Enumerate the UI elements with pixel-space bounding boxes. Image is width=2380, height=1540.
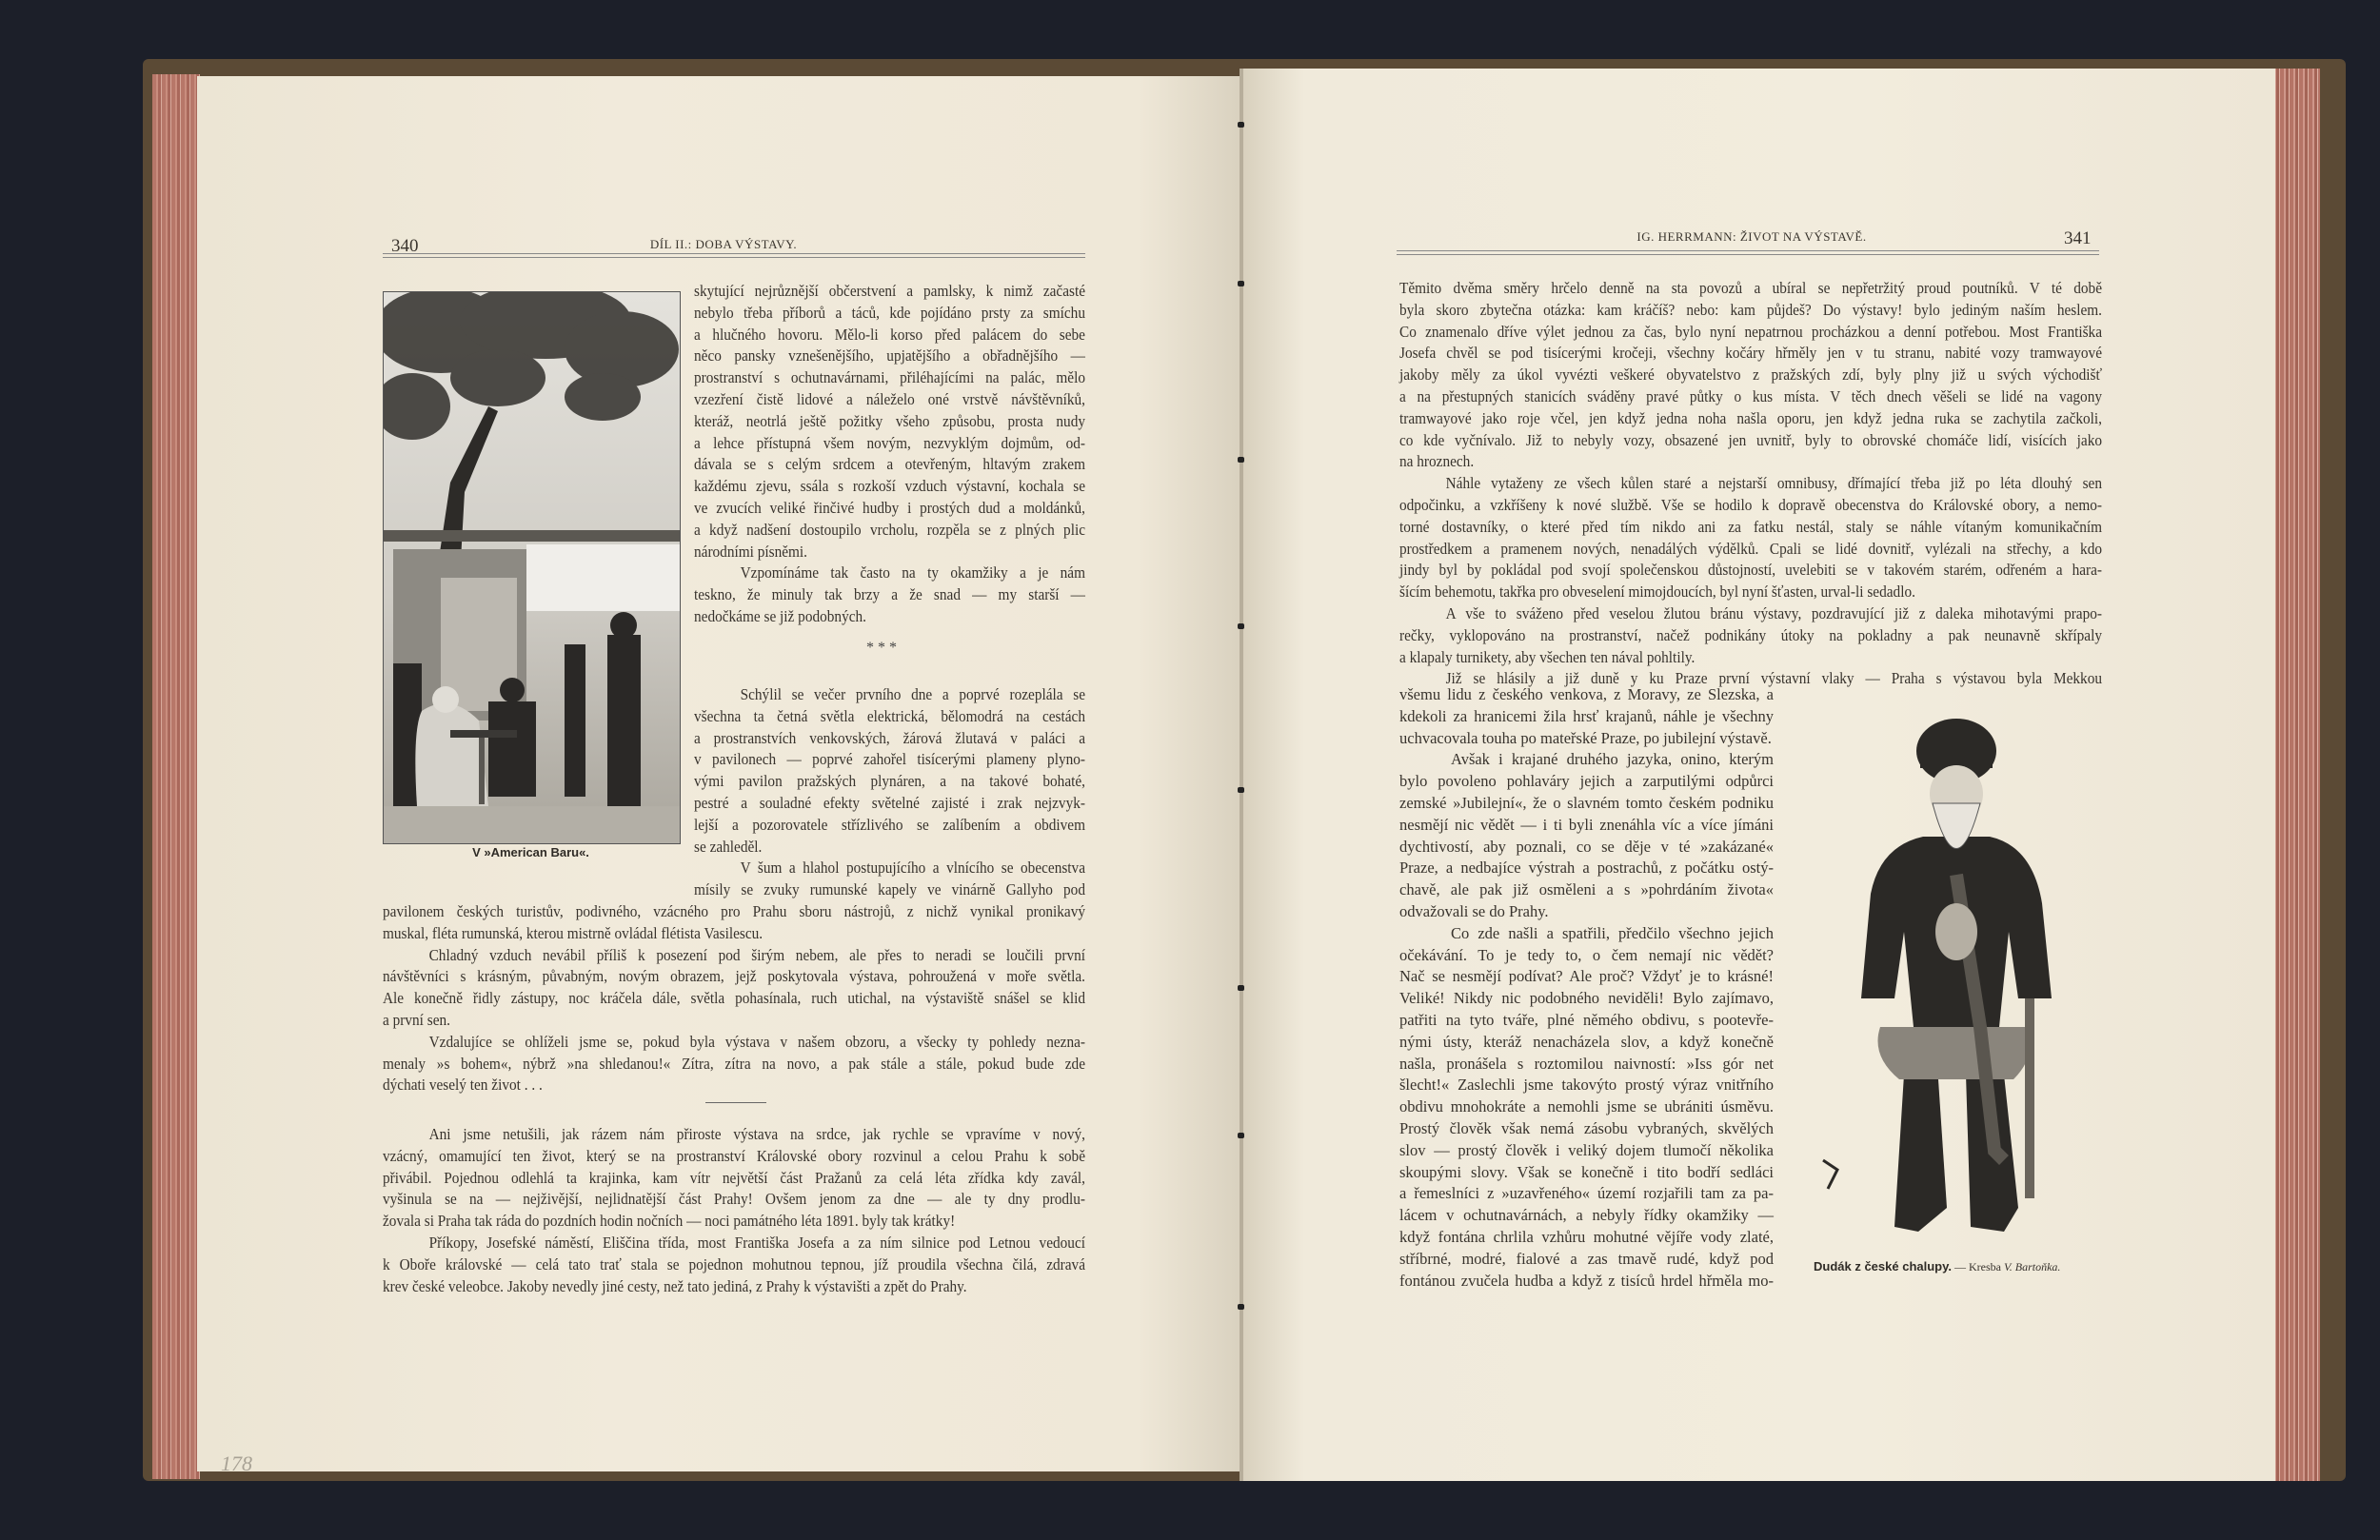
text-line [1399, 343, 2102, 365]
text-line-content: zemské »Jubilejní«, že o slavném tomto českém podniku [1399, 793, 1774, 812]
pencil-note: 178 [221, 1451, 252, 1475]
text-line [694, 520, 1085, 542]
text-line-content: bylo povoleno pohlaváry jejich a zarputilými odpůrci [1399, 772, 1774, 791]
text-line [1399, 1075, 1774, 1096]
figure-caption: V »American Baru«. [472, 845, 589, 859]
text-line-content: a řemeslníci z »uzavřeného« území rozjařili tam za pa- [1399, 1184, 1774, 1203]
binding-stitch [1238, 281, 1244, 286]
text-line-content: nesmějí nic vědět — i ti byli znenáhla víc a více jímáni [1399, 815, 1774, 834]
text-line [694, 858, 1085, 879]
text-line-content: Nač se nesmějí podívat? Ale proč? Vždyť je to krásné! [1399, 967, 1774, 986]
text-line-content: nými ústy, kteráž nenacházela slov, a když konečně [1399, 1032, 1774, 1051]
text-line-content: teskno, že minuly tak brzy a že snad — my starší — [694, 585, 1085, 604]
text-line [383, 1010, 1085, 1032]
text-line-content: Náhle vytaženy ze všech kůlen staré a nejstarší omnibusy, dřímající třeba již po léta dlouhý sen [1445, 474, 2102, 493]
text-line-content: dýchati veselý ten život . . . [383, 1076, 543, 1095]
text-line [694, 281, 1085, 303]
text-line [1399, 408, 2102, 430]
text-line [694, 303, 1085, 325]
text-line-content: Schýlil se večer prvního dne a poprvé rozeplála se [740, 685, 1085, 703]
text-line-content: jakoby měly za úkol vyvézti veškeré obyvatelstvo z pražských zdí, byly plny již u svých východišť [1399, 365, 2102, 385]
text-line [1399, 749, 1774, 771]
paragraph [383, 901, 1085, 945]
text-line [1399, 1183, 1774, 1205]
text-line-content: když fontána chrlila vzhůru mohutné vějíře vody zlaté, [1399, 1227, 1774, 1246]
text-line [383, 923, 1085, 945]
photo-american-bar [383, 291, 681, 844]
binding-stitch [1238, 1133, 1244, 1138]
section-ornament: * * * [866, 640, 897, 656]
page-number: 340 [391, 236, 419, 256]
drawing-bagpiper [1814, 713, 2087, 1244]
paragraph [383, 1233, 1085, 1297]
running-title: DÍL II.: DOBA VÝSTAVY. [649, 237, 798, 251]
text-line [694, 367, 1085, 389]
text-line [694, 728, 1085, 750]
text-line-content: fontánou zvučela hudba a když z tisíců hrdel hřměla mo- [1399, 1271, 1774, 1290]
text-line-content: Již se hlásily a již duně y ku Praze první výstavní vlaky — Praha s výstavou byla Mekkou [1445, 669, 2102, 688]
text-line [1399, 945, 1774, 967]
text-line [694, 542, 1085, 563]
text-line-content: nedočkáme se již podobných. [694, 606, 866, 625]
text-line [694, 563, 1085, 584]
text-line-content: přivábil. Pojednou odlehlá ta krajinka, kam vítr největší část Pražanů za celá léta zřídka kdy zavál, [383, 1168, 1085, 1187]
text-line [694, 325, 1085, 346]
binding-stitch [1238, 787, 1244, 793]
text-line [1399, 322, 2102, 344]
text-line [1399, 386, 2102, 408]
text-line [383, 1054, 1085, 1076]
text-line-content: a prostranstvích venkovských, žárová žlutavá v paláci a [694, 728, 1085, 747]
text-column-bottom [694, 684, 1085, 901]
text-line [383, 1254, 1085, 1276]
figure-caption-artist: V. Bartoňka. [2003, 1260, 2061, 1273]
text-line-content: k Oboře královské — celá tato trať stala se pojednon mohutnou tepnou, jíž proudila všechna čilá, zdravá [383, 1254, 1085, 1273]
binding-stitch [1238, 122, 1244, 128]
binding-stitch [1238, 457, 1244, 463]
text-line-content: Co zde našli a spatřili, předčilo všechno jejich [1451, 923, 1774, 942]
text-line-content: muskal, fléta rumunská, kterou mistrně ovládal flétista Vasilescu. [383, 923, 764, 942]
photo-illustration [384, 292, 680, 843]
header-rule [383, 253, 1085, 258]
text-line [1399, 300, 2102, 322]
text-line-content: byla skoro zbytečna otázka: kam kráčíš? nebo: kam půjdeš? Do výstavy! bylo jediným naším heslem. [1399, 300, 2102, 319]
text-line-content: patřiti na tyto tváře, plné němého obdivu, s pootevře- [1399, 1010, 1774, 1029]
text-line [1399, 517, 2102, 539]
text-line [1399, 365, 2102, 386]
text-line [1399, 1205, 1774, 1227]
text-line [1399, 923, 1774, 945]
text-line-content: Avšak i krajané druhého jazyka, onino, kterým [1451, 750, 1774, 769]
text-line [1399, 582, 2102, 603]
text-line [1399, 1032, 1774, 1054]
text-line [1399, 837, 1774, 859]
text-line [1399, 473, 2102, 495]
text-line-content: nebylo třeba příborů a táců, kde pojídáno prsty za smíchu [694, 303, 1085, 322]
text-line [1399, 625, 2102, 647]
text-line-content: odvažovali se do Prahy. [1399, 901, 1549, 920]
text-line [1399, 1054, 1774, 1076]
text-line-content: Prostý člověk však nemá zásobu vybraných, skvělých [1399, 1118, 1774, 1137]
text-line [1399, 1096, 1774, 1118]
paragraph [1399, 473, 2102, 603]
text-line [383, 966, 1085, 988]
text-line-content: prostředkem a pramenem nových, nenadálých výdělků. Cpali se lidé dovnitř, vylézali na střechy, a kdo [1399, 539, 2102, 558]
paragraph [694, 281, 1085, 563]
text-line-content: našla, pronášela s roztomilou naivností: »Iss gór net [1399, 1054, 1774, 1073]
text-line-content: Vzpomínáme tak často na ty okamžiky a je nám [740, 563, 1085, 582]
text-line [1399, 901, 1774, 923]
text-line [1399, 539, 2102, 561]
text-line [1399, 495, 2102, 517]
text-line-content: prostranství s ochutnavárnami, přiléhajícími na palác, mělo [694, 368, 1085, 387]
figure-caption [1814, 1258, 2128, 1275]
text-line-content: krev české veleobce. Jakoby nevedly jiné cesty, než tato jediná, z Prahy k výstavišti a zpět do Prahy. [383, 1276, 967, 1295]
text-line [1399, 430, 2102, 452]
text-line [1399, 815, 1774, 837]
paragraph [383, 945, 1085, 1032]
text-line-content: a na přestupných stanicích sváděny pravé půtky o kus místa. V těch dnech věšeli se lidé na vagony [1399, 386, 2102, 405]
text-full-width [1399, 278, 2102, 690]
text-line [383, 901, 1085, 923]
text-line-content: každému zjevu, ssála s rozkoší vzduch výstavní, kochala se [694, 477, 1085, 496]
text-line [694, 476, 1085, 498]
paragraph [1399, 278, 2102, 473]
text-line [1399, 858, 1774, 879]
text-line [694, 879, 1085, 901]
text-line [1399, 684, 1774, 706]
text-line [1399, 966, 1774, 988]
text-line-content: něco pansky vznešenějšího, upjatějšího a obřadnějšího — [694, 346, 1085, 365]
binding-stitch [1238, 1304, 1244, 1310]
text-line-content: uchvacovala touha po mateřské Praze, po jubilejní výstavě. [1399, 728, 1772, 747]
text-line-content: torné dostavníky, o které před tím nikdo ani za fatku nestál, staly se náhle vítaným komunikačním [1399, 517, 2102, 536]
text-line [383, 945, 1085, 967]
text-line-content: V šum a hlahol postupujícího a vlnícího se obecenstva [740, 859, 1085, 878]
text-line-content: dávala se s celým srdcem a otevřeným, hltavým zrakem [694, 455, 1085, 474]
paragraph [1399, 603, 2102, 668]
text-line-content: A vše to sváženo před veselou žlutou bránu výstavy, pozdravující již z daleka mihotavými prapo- [1445, 603, 2102, 622]
text-line [694, 706, 1085, 728]
text-line-content: tramwayové jako roje včel, jen když jedna noha našla oporu, jen když jedna ruka se zachytila začkoli, [1399, 408, 2102, 427]
text-line-content: vými pavilon pražských plynáren, a na takové bohaté, [694, 772, 1085, 791]
text-line [1399, 771, 1774, 793]
text-line-content: a první sen. [383, 1010, 450, 1029]
text-line [694, 584, 1085, 606]
text-line [383, 1124, 1085, 1146]
text-line-content: ve zvucích veliké řinčivé hudby i prostých dud a moldánků, [694, 498, 1085, 517]
text-line [694, 433, 1085, 455]
text-line [383, 1146, 1085, 1168]
text-line [1399, 1118, 1774, 1140]
text-line-content: se zahleděl. [694, 837, 763, 856]
text-line-content: mísily se zvuky rumunské kapely ve vinárně Gallyho pod [694, 880, 1085, 899]
paragraph [383, 1124, 1085, 1233]
text-line-content: šícím behemotu, takřka pro obveselení mimojdoucích, byl nyní šťasten, urval-li sedadlo. [1399, 582, 1915, 602]
text-line-content: Ani jsme netušili, jak rázem nám přiroste výstava na srdce, jak rychle se vpravíme v nový, [428, 1125, 1086, 1143]
paragraph [383, 1032, 1085, 1096]
paragraph [1399, 684, 1774, 749]
text-line-content: a lehce přístupná všem novým, nezvyklým dojmům, od- [694, 433, 1085, 452]
text-line [1399, 451, 2102, 473]
text-line-content: dychtivostí, aby poznali, co se děje v té »zakázané« [1399, 837, 1774, 856]
text-line [694, 771, 1085, 793]
text-line-content: žovala si Praha tak ráda do pozdních hodin nočních — noci památného léta 1891. byly tak krátky! [383, 1212, 956, 1231]
text-line-content: stříbrné, modré, fialové a zas tmavě rudé, když pod [1399, 1249, 1774, 1268]
paragraph [694, 563, 1085, 627]
text-line [383, 1211, 1085, 1233]
paragraph [694, 684, 1085, 858]
text-line-content: Chladný vzduch nevábil příliš k posezení pod širým nebem, ale přes to neradi se loučili první [428, 945, 1086, 964]
text-line-content: a klapaly turnikety, aby všechen ten nával pohltily. [1399, 647, 1696, 666]
text-line-content: jindy byl by pokládal pod svojí společenskou důstojností, uvelebiti se v takovém starém, odřeném a hara- [1399, 561, 2102, 580]
text-line-content: obdivu mnohokráte a nemohli jsme se ubrániti úsměvu. [1399, 1097, 1774, 1116]
text-line-content: Vzdalujíce se ohlíželi jsme se, pokud byla výstava v našem obzoru, a všecky ty pohledy nezna- [428, 1032, 1086, 1051]
text-line [383, 1189, 1085, 1211]
bagpiper-illustration [1814, 713, 2087, 1244]
text-line [694, 346, 1085, 367]
text-line-content: Josefa chvěl se pod tisícerými kročeji, všechny kočáry hřměly jen v tu stranu, nabité vozy tramwayové [1399, 344, 2102, 363]
text-line-content: odpočinku, a vzkříšeny k nové službě. Vše se hodilo k dopravě obecenstva do Královské obory, a nemo- [1399, 495, 2102, 514]
text-line-content: všechna ta četná světla elektrická, bělomodrá na cestách [694, 706, 1085, 725]
text-line [383, 1233, 1085, 1254]
text-line [1399, 988, 1774, 1010]
text-line-content: v pavilonech — poprvé zahořel tisícerými plameny plyno- [694, 750, 1085, 769]
text-full-width [383, 901, 1085, 1096]
text-line [1399, 560, 2102, 582]
text-line [694, 684, 1085, 706]
text-line [383, 1168, 1085, 1190]
text-line [694, 793, 1085, 815]
text-line [383, 1032, 1085, 1054]
binding-stitch [1238, 623, 1244, 629]
text-line-content: slov — prostý člověk i veliký dojem tlumočí několika [1399, 1140, 1774, 1159]
text-line-content: a hlučného hovoru. Mělo-li korso před palácem do sebe [694, 325, 1085, 344]
text-line [1399, 793, 1774, 815]
text-line-content: kteráž, neotrlá ještě požitky všeho způsobu, prosta nudy [694, 411, 1085, 430]
text-line [694, 815, 1085, 837]
text-line [694, 389, 1085, 411]
text-line [1399, 728, 1774, 750]
text-line-content: skytující nejrůznější občerstvení a pamlsky, k nimž začasté [694, 282, 1085, 300]
text-line-content: pavilonem českých turistův, podivného, vzácného pro Prahu sboru nástrojů, z nichž vynikal pronikavý [383, 902, 1085, 920]
text-line [694, 454, 1085, 476]
text-line [1399, 879, 1774, 901]
text-line-content: vyšinula se na — nejživější, nejlidnatější část Prahy! Ovšem jenom za dne — ale ty dny prodlu- [383, 1190, 1085, 1209]
text-line-content: lácem v ochutnavárnách, a nebyly řídky okamžiky — [1399, 1206, 1774, 1225]
text-line-content: Těmito dvěma směry hrčelo denně na sta povozů a ubíral se nepřetržitý proud poutníků. V té době [1399, 279, 2102, 297]
text-line-content: očekávání. To je tedy to, o čem nemají nic vědět? [1399, 945, 1774, 964]
text-line-content: kdekoli za hranicemi žila hrsť krajanů, náhle je všechny [1399, 706, 1774, 725]
text-line [1399, 1227, 1774, 1249]
text-column-narrow [1399, 684, 1774, 1292]
text-line-content: šlecht!« Zaslechli jsme takovýto prostý výraz vnitřního [1399, 1076, 1774, 1095]
text-line-content: návštěvníci s krásným, půvabným, novým obrazem, jejž poskytovala výstava, pohroužená v moře světla. [383, 967, 1085, 986]
text-line-content: co kde vyčnívalo. Již to nebyly vozy, obsazené jen uvnitř, byly to obrovské chomáče lidí, visících jako [1399, 430, 2102, 449]
text-full-width-2 [383, 1124, 1085, 1297]
text-line-content: vzácný, omamující ten život, který se na prostranství Královské obory rozvinul a celou Prahu k sobě [383, 1146, 1085, 1165]
text-line [1399, 603, 2102, 625]
text-line-content: menaly »s bohem«, nýbrž »na shledanou!« Zítra, zítra na novo, a pak stále a stále, pokud bude zde [383, 1054, 1085, 1073]
binding-stitch [1238, 985, 1244, 991]
text-line-content: Praze, a nedbajíce výstrah a postrachů, z počátku ostý- [1399, 859, 1774, 878]
text-line-content: Co znamenalo dříve výlet jednou za čas, bylo nyní nepatrnou procházkou a denní potřebou. Most Františka [1399, 322, 2102, 341]
text-line-content: na hroznech. [1399, 452, 1475, 471]
text-line-content: pestré a souladné efekty světelné zajisté i zrak nejzvyk- [694, 793, 1085, 812]
section-divider [705, 1102, 766, 1103]
text-line [383, 1276, 1085, 1298]
text-line [1399, 1140, 1774, 1162]
page-number: 341 [2064, 228, 2092, 248]
text-line [694, 411, 1085, 433]
text-line [694, 498, 1085, 520]
text-line [1399, 1162, 1774, 1184]
text-line [694, 749, 1085, 771]
text-line-content: a když nadšení dostoupilo vrcholu, rozpěla se z plných plic [694, 520, 1085, 539]
text-line [1399, 1271, 1774, 1293]
text-line-content: skoupými slovy. Však se konečně i tito bodří sedláci [1399, 1162, 1774, 1181]
text-line-content: Veliké! Nikdy nic podobného neviděli! Bylo zajímavo, [1399, 989, 1774, 1008]
text-line-content: chavě, ale pak již osměleni a s »pohrdáním života« [1399, 880, 1774, 899]
figure-caption-title: Dudák z české chalupy. [1814, 1259, 1952, 1273]
text-column-top [694, 281, 1085, 628]
text-line-content: lejší a pozorovatele střízlivého se zalíbením a obdivem [694, 815, 1085, 834]
text-line-content: národními písněmi. [694, 542, 807, 561]
text-line [1399, 1249, 1774, 1271]
text-line-content: Příkopy, Josefské náměstí, Eliščina třída, most Františka Josefa a za ním silnice pod Letnou vedoucí [428, 1233, 1086, 1252]
text-line-content: všemu lidu z českého venkova, z Moravy, ze Slezska, a [1399, 685, 1774, 703]
paragraph [1399, 923, 1774, 1293]
text-line [1399, 1010, 1774, 1032]
text-line [383, 988, 1085, 1010]
text-line-content: Ale konečně řidly zástupy, noc kráčela dále, světla pohasínala, ruch utichal, na výstaviště snášel se klid [383, 989, 1085, 1008]
page-edges-left [152, 74, 200, 1479]
text-line-content: rečky, vyklopováno na prostranství, načež podnikány útoky na pokladny a pak neunavně skřípaly [1399, 625, 2102, 644]
header-rule [1397, 250, 2099, 255]
text-line-content: vzezření čistě lidové a náleželo oné vrstvě návštěvníků, [694, 389, 1085, 408]
text-line [1399, 706, 1774, 728]
figure-caption-credit: — Kresba [1952, 1260, 2004, 1273]
text-line [383, 1075, 1085, 1096]
text-line [1399, 278, 2102, 300]
paragraph [694, 858, 1085, 901]
text-line [694, 837, 1085, 859]
text-line [694, 606, 1085, 628]
text-line [1399, 647, 2102, 669]
running-title: IG. HERRMANN: ŽIVOT NA VÝSTAVĚ. [1636, 229, 1867, 244]
page-edges-right [2271, 69, 2320, 1481]
paragraph [1399, 749, 1774, 922]
